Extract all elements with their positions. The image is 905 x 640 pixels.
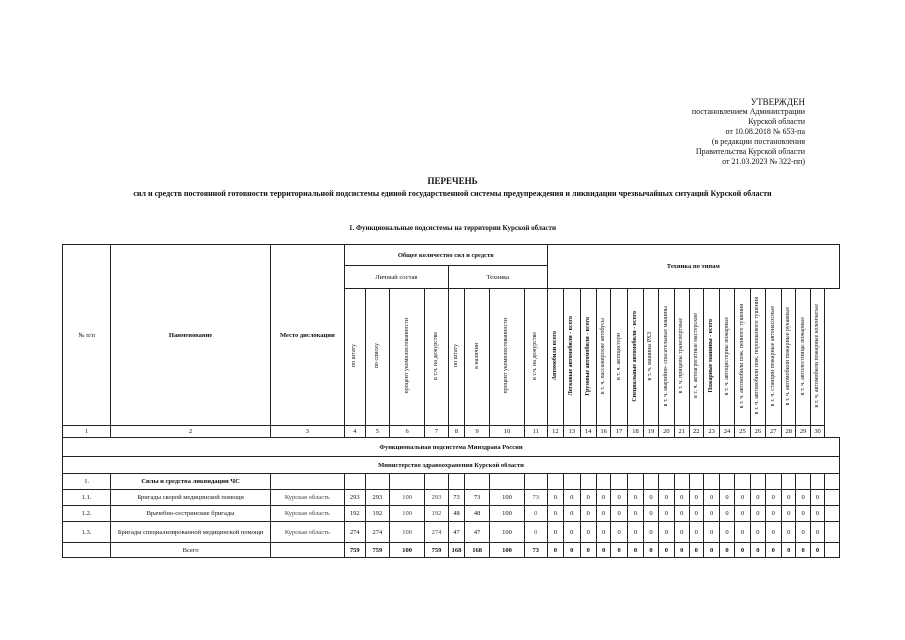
header-type-col xyxy=(751,289,765,426)
row-value: 192 xyxy=(425,506,449,522)
row-value: 0 xyxy=(810,506,824,522)
row-value: 0 xyxy=(751,490,765,506)
row-value: 0 xyxy=(765,506,781,522)
column-header-label: в т.ч. на дежурстве xyxy=(532,331,539,380)
total-value: 0 xyxy=(810,543,824,558)
row-value: 0 xyxy=(675,490,689,506)
row-value: 0 xyxy=(689,490,703,506)
approval-heading: УТВЕРЖДЕН xyxy=(750,97,805,107)
row-value: 0 xyxy=(627,506,643,522)
table-cell xyxy=(270,543,344,558)
row-value: 0 xyxy=(596,490,610,506)
column-header-label: Автомобили всего xyxy=(551,331,558,381)
row-value xyxy=(825,506,840,522)
column-number: 6 xyxy=(390,426,425,438)
column-number: 16 xyxy=(596,426,610,438)
total-value: 0 xyxy=(580,543,596,558)
header-personnel-group: Личный состав xyxy=(344,266,448,289)
column-number: 27 xyxy=(765,426,781,438)
column-numbers-row xyxy=(63,426,840,438)
row-value xyxy=(720,474,734,490)
row-value: 0 xyxy=(596,522,610,543)
row-value: 0 xyxy=(782,522,796,543)
header-row xyxy=(63,245,840,266)
row-place: Курская область xyxy=(270,490,344,506)
row-value: 0 xyxy=(810,490,824,506)
total-value: 73 xyxy=(524,543,547,558)
column-header-label: в т. ч. пассажирские автобусы xyxy=(600,317,607,395)
header-total-group: Общее количество сил и средств xyxy=(344,245,547,266)
row-place: Курская область xyxy=(270,506,344,522)
row-value: 0 xyxy=(564,522,580,543)
row-value: 293 xyxy=(425,490,449,506)
header-type-col xyxy=(580,289,596,426)
row-value: 0 xyxy=(782,506,796,522)
row-value: 0 xyxy=(580,506,596,522)
column-number: 19 xyxy=(644,426,658,438)
row-value: 0 xyxy=(720,506,734,522)
row-number: 1.2. xyxy=(63,506,111,522)
row-value: 0 xyxy=(675,522,689,543)
column-header-label: Легковые автомобили - всего xyxy=(568,316,575,396)
column-number: 14 xyxy=(580,426,596,438)
column-number: 10 xyxy=(489,426,524,438)
row-value: 0 xyxy=(689,522,703,543)
total-value: 100 xyxy=(390,543,425,558)
total-value: 0 xyxy=(611,543,627,558)
header-type-col xyxy=(611,289,627,426)
forces-table xyxy=(62,244,840,558)
column-header-label: по штату xyxy=(351,344,358,368)
total-value: 100 xyxy=(489,543,524,558)
column-header-label: в т. ч. машины РХЗ xyxy=(647,331,654,381)
table-row xyxy=(63,474,840,490)
row-value: 293 xyxy=(365,490,390,506)
header-personnel-col xyxy=(344,289,365,426)
row-value xyxy=(644,474,658,490)
row-value: 0 xyxy=(658,522,674,543)
header-personnel-col xyxy=(390,289,425,426)
row-value: 48 xyxy=(448,506,464,522)
approval-line: от 21.03.2023 № 322-пп) xyxy=(722,157,805,166)
row-number: 1.3. xyxy=(63,522,111,543)
section-title: 1. Функциональные подсистемы на территории Курской области xyxy=(348,224,557,232)
column-number: 25 xyxy=(734,426,750,438)
column-header-label: в т. ч. автолестницы пожарные xyxy=(799,316,806,396)
row-value: 48 xyxy=(465,506,490,522)
row-value xyxy=(564,474,580,490)
total-value: 168 xyxy=(448,543,464,558)
column-header-label: по штату xyxy=(453,344,460,368)
row-value xyxy=(675,474,689,490)
row-value: 0 xyxy=(765,490,781,506)
row-value: 0 xyxy=(720,522,734,543)
column-header-label: в т. ч. автомобили пож. пенного тушения xyxy=(738,303,745,409)
row-value: 0 xyxy=(564,506,580,522)
header-personnel-col xyxy=(425,289,449,426)
column-header-label: в т. ч. автоагрегатные мастерские xyxy=(692,313,699,399)
header-type-col xyxy=(765,289,781,426)
column-header-label: в т.ч. на дежурстве xyxy=(433,331,439,380)
column-header-label: в т. ч. автомобили пожарные рукавные xyxy=(785,306,792,406)
approval-line: Курской области xyxy=(748,117,805,126)
row-value: 293 xyxy=(344,490,365,506)
row-value xyxy=(489,474,524,490)
header-type-col xyxy=(689,289,703,426)
column-header-label: в т. ч. автомобили пож. порошкового тушения xyxy=(754,297,761,415)
column-number: 8 xyxy=(448,426,464,438)
row-value: 0 xyxy=(734,490,750,506)
column-header-label: в т. ч. станции пожарные автонасосные xyxy=(769,305,776,407)
row-value xyxy=(365,474,390,490)
row-value: 0 xyxy=(658,490,674,506)
total-value: 0 xyxy=(765,543,781,558)
row-value: 0 xyxy=(627,522,643,543)
row-value: 0 xyxy=(524,506,547,522)
row-value xyxy=(344,474,365,490)
row-value: 0 xyxy=(751,506,765,522)
row-value: 100 xyxy=(489,522,524,543)
column-number: 23 xyxy=(703,426,719,438)
column-number: 22 xyxy=(689,426,703,438)
total-value: 0 xyxy=(675,543,689,558)
header-place: Место дислокации xyxy=(270,245,344,426)
row-number: 1. xyxy=(63,474,111,490)
row-value xyxy=(524,474,547,490)
approval-line: (в редакции постановления xyxy=(711,137,805,146)
row-value xyxy=(658,474,674,490)
column-number: 11 xyxy=(524,426,547,438)
column-header-label: процент укомплектованности xyxy=(403,318,410,394)
row-value xyxy=(825,474,840,490)
row-value: 0 xyxy=(703,522,719,543)
total-value: 0 xyxy=(596,543,610,558)
table-row xyxy=(63,490,840,506)
row-value: 100 xyxy=(489,506,524,522)
row-value: 100 xyxy=(390,506,425,522)
column-number: 3 xyxy=(270,426,344,438)
column-header-label: Пожарные машины - всего xyxy=(708,319,715,393)
row-value: 73 xyxy=(465,490,490,506)
total-value: 759 xyxy=(425,543,449,558)
header-name: Наименование xyxy=(111,245,270,426)
table-row xyxy=(63,506,840,522)
row-value: 192 xyxy=(365,506,390,522)
header-tech-col xyxy=(524,289,547,426)
row-name: Силы и средства ликвидации ЧС xyxy=(111,474,270,490)
row-value xyxy=(825,490,840,506)
total-value: 0 xyxy=(734,543,750,558)
column-header-label: по списку xyxy=(373,343,380,369)
column-number: 12 xyxy=(547,426,563,438)
row-value xyxy=(390,474,425,490)
column-header-label: процент укомплектованности xyxy=(503,318,510,394)
row-value: 73 xyxy=(524,490,547,506)
ministry-row xyxy=(63,457,840,474)
total-value: 0 xyxy=(547,543,563,558)
column-number: 9 xyxy=(465,426,490,438)
row-value: 0 xyxy=(547,522,563,543)
column-number: 24 xyxy=(720,426,734,438)
header-personnel-col xyxy=(365,289,390,426)
row-value xyxy=(810,474,824,490)
row-value xyxy=(796,474,810,490)
column-header-label: Специальные автомобили - всего xyxy=(632,310,639,402)
row-value: 0 xyxy=(658,506,674,522)
row-value: 274 xyxy=(344,522,365,543)
row-value: 0 xyxy=(703,506,719,522)
row-value: 0 xyxy=(689,506,703,522)
row-value xyxy=(547,474,563,490)
column-header-label: в т. ч. автоцистерны пожарные xyxy=(723,316,730,396)
row-value: 0 xyxy=(734,522,750,543)
table-row xyxy=(63,522,840,543)
column-number: 26 xyxy=(751,426,765,438)
row-value: 0 xyxy=(782,490,796,506)
row-value: 0 xyxy=(611,506,627,522)
row-value: 0 xyxy=(611,522,627,543)
row-value: 0 xyxy=(564,490,580,506)
header-type-col xyxy=(596,289,610,426)
column-number: 17 xyxy=(611,426,627,438)
row-value xyxy=(734,474,750,490)
header-tech-group: Техника xyxy=(448,266,547,289)
total-value: 759 xyxy=(344,543,365,558)
column-header-label: в т. ч. автоцистерн xyxy=(615,332,622,380)
header-type-col xyxy=(703,289,719,426)
column-header-label: в т. ч. прицепы транспортные xyxy=(678,318,685,394)
header-type-col xyxy=(658,289,674,426)
total-value: 0 xyxy=(703,543,719,558)
header-tech-col xyxy=(489,289,524,426)
column-number: 29 xyxy=(796,426,810,438)
row-value xyxy=(751,474,765,490)
ministry-title: Министерство здравоохранения Курской области xyxy=(63,457,840,474)
header-type-col xyxy=(720,289,734,426)
row-value: 274 xyxy=(425,522,449,543)
row-value: 0 xyxy=(765,522,781,543)
column-number: 7 xyxy=(425,426,449,438)
row-value xyxy=(627,474,643,490)
row-value xyxy=(703,474,719,490)
header-type-col xyxy=(782,289,796,426)
total-value: 0 xyxy=(720,543,734,558)
row-value: 73 xyxy=(448,490,464,506)
header-type-col xyxy=(675,289,689,426)
row-value: 0 xyxy=(675,506,689,522)
row-value: 0 xyxy=(524,522,547,543)
row-number: 1.1. xyxy=(63,490,111,506)
total-value: 0 xyxy=(796,543,810,558)
row-value: 0 xyxy=(796,522,810,543)
row-name: Врачебно-сестринские бригады xyxy=(111,506,270,522)
row-value: 47 xyxy=(465,522,490,543)
row-value: 0 xyxy=(703,490,719,506)
row-value: 0 xyxy=(751,522,765,543)
column-header-label: в т. ч. аварийно- спасательные машины xyxy=(662,305,669,407)
row-value xyxy=(825,522,840,543)
row-name: Бригады скорой медицинской помощи xyxy=(111,490,270,506)
total-label: Всего xyxy=(111,543,270,558)
header-num: № п/п xyxy=(63,245,111,426)
column-number: 20 xyxy=(658,426,674,438)
row-value xyxy=(689,474,703,490)
row-value xyxy=(782,474,796,490)
approval-block xyxy=(655,97,805,167)
header-type-col xyxy=(810,289,824,426)
row-value xyxy=(611,474,627,490)
row-place xyxy=(270,474,344,490)
column-number: 18 xyxy=(627,426,643,438)
document-subtitle: сил и средств постоянной готовности территориальной подсистемы единой государственной системы предупреждения и ликвидации чрезвычайных ситуаций Курской области xyxy=(133,189,772,198)
subsystem-title: Функциональная подсистема Минздрава России xyxy=(63,438,840,457)
row-value: 0 xyxy=(611,490,627,506)
header-type-col xyxy=(796,289,810,426)
row-value: 274 xyxy=(365,522,390,543)
column-number: 21 xyxy=(675,426,689,438)
total-value: 759 xyxy=(365,543,390,558)
total-value xyxy=(825,543,840,558)
column-number: 2 xyxy=(111,426,270,438)
total-value: 0 xyxy=(627,543,643,558)
row-value: 0 xyxy=(720,490,734,506)
row-value xyxy=(580,474,596,490)
header-type-col xyxy=(564,289,580,426)
header-type-col xyxy=(644,289,658,426)
header-type-col xyxy=(547,289,563,426)
row-value: 0 xyxy=(796,490,810,506)
header-tech-col xyxy=(448,289,464,426)
row-value: 0 xyxy=(580,490,596,506)
row-value: 100 xyxy=(390,490,425,506)
total-value: 0 xyxy=(782,543,796,558)
row-value: 0 xyxy=(547,490,563,506)
row-value: 0 xyxy=(580,522,596,543)
total-value: 0 xyxy=(751,543,765,558)
row-value: 0 xyxy=(547,506,563,522)
column-number: 13 xyxy=(564,426,580,438)
row-value: 0 xyxy=(796,506,810,522)
header-types-group: Техника по типам xyxy=(547,245,839,289)
row-value: 0 xyxy=(596,506,610,522)
column-header-label: в наличии xyxy=(473,343,480,369)
row-value: 192 xyxy=(344,506,365,522)
total-value: 0 xyxy=(658,543,674,558)
row-value: 0 xyxy=(644,490,658,506)
column-number: 4 xyxy=(344,426,365,438)
row-value: 100 xyxy=(489,490,524,506)
row-value: 47 xyxy=(448,522,464,543)
total-value: 168 xyxy=(465,543,490,558)
row-value xyxy=(465,474,490,490)
row-value: 0 xyxy=(810,522,824,543)
column-number: 5 xyxy=(365,426,390,438)
column-number: 30 xyxy=(810,426,824,438)
column-number: 1 xyxy=(63,426,111,438)
row-name: Бригады специализированной медицинской помощи xyxy=(111,522,270,543)
column-number: 28 xyxy=(782,426,796,438)
row-value: 0 xyxy=(644,522,658,543)
approval-line: постановлением Администрации xyxy=(691,107,805,116)
total-row xyxy=(63,543,840,558)
row-value: 0 xyxy=(627,490,643,506)
subsystem-row xyxy=(63,438,840,457)
row-value xyxy=(425,474,449,490)
total-value: 0 xyxy=(564,543,580,558)
column-header-label: в т. ч. автомобили пожарные коленчатые xyxy=(814,304,820,408)
document-title: ПЕРЕЧЕНЬ xyxy=(427,176,478,186)
header-type-col xyxy=(734,289,750,426)
total-value: 0 xyxy=(689,543,703,558)
approval-line: от 10.08.2018 № 653-па xyxy=(725,127,805,136)
header-tech-col xyxy=(465,289,490,426)
row-value xyxy=(596,474,610,490)
row-value: 0 xyxy=(644,506,658,522)
row-value: 0 xyxy=(734,506,750,522)
column-header-label: Грузовые автомобили - всего xyxy=(584,316,591,396)
table-cell xyxy=(63,543,111,558)
approval-line: Правительства Курской области xyxy=(695,147,805,156)
total-value: 0 xyxy=(644,543,658,558)
header-type-col xyxy=(627,289,643,426)
row-value: 100 xyxy=(390,522,425,543)
row-place: Курская область xyxy=(270,522,344,543)
row-value xyxy=(448,474,464,490)
row-value xyxy=(765,474,781,490)
